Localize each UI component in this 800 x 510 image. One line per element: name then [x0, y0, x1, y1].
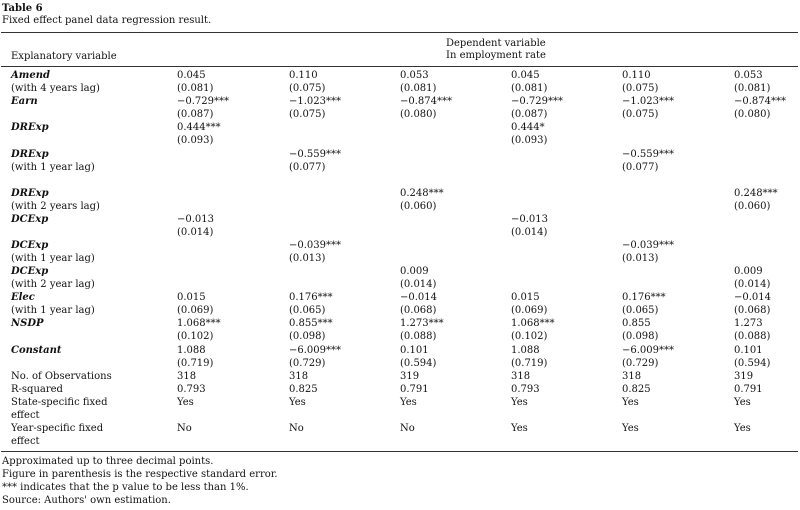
bottom-rule: [1, 451, 798, 452]
header-rule: [1, 66, 798, 67]
table-cell: (0.093): [511, 135, 548, 146]
table-cell: 0.791: [734, 384, 763, 395]
row-label: Constant: [11, 345, 62, 356]
table-cell: (0.080): [734, 109, 771, 120]
table-cell: −1.023***: [289, 96, 342, 107]
table-cell: (0.088): [734, 331, 771, 342]
table-cell: Yes: [622, 397, 639, 408]
row-label: (with 1 year lag): [11, 305, 95, 316]
top-rule: [1, 32, 798, 33]
row-label: DRExp: [11, 188, 49, 199]
table-cell: (0.014): [734, 279, 771, 290]
table-cell: −0.874***: [734, 96, 787, 107]
table-cell: 0.110: [622, 70, 651, 81]
table-cell: 1.068***: [177, 318, 221, 329]
table-cell: (0.081): [177, 83, 214, 94]
table-cell: 0.855: [622, 318, 651, 329]
table-cell: (0.077): [289, 162, 326, 173]
table-cell: (0.102): [177, 331, 214, 342]
table-cell: Yes: [177, 397, 194, 408]
table-cell: No: [177, 423, 192, 434]
row-label: DRExp: [11, 149, 49, 160]
table-cell: (0.014): [400, 279, 437, 290]
table-cell: No: [289, 423, 304, 434]
table-cell: −6.009***: [622, 345, 675, 356]
table-caption: Fixed effect panel data regression result.: [2, 15, 212, 26]
table-cell: 0.053: [734, 70, 763, 81]
table-cell: (0.075): [622, 83, 659, 94]
table-cell: (0.014): [511, 227, 548, 238]
dependent-variable-header: Dependent variable: [446, 38, 546, 49]
table-cell: (0.102): [511, 331, 548, 342]
table-cell: 0.176***: [622, 292, 666, 303]
table-cell: −0.014: [400, 292, 438, 303]
table-cell: 0.045: [177, 70, 206, 81]
table-cell: (0.594): [734, 358, 771, 369]
table-cell: 0.015: [511, 292, 540, 303]
table-cell: −0.014: [734, 292, 772, 303]
table-cell: 0.045: [511, 70, 540, 81]
row-label: Year-specific fixed: [11, 423, 104, 434]
table-cell: 0.825: [289, 384, 318, 395]
table-cell: 1.273***: [400, 318, 444, 329]
table-cell: 1.088: [511, 345, 540, 356]
table-cell: (0.093): [177, 135, 214, 146]
row-label: NSDP: [11, 318, 44, 329]
row-label: effect: [11, 410, 40, 421]
table-cell: 0.176***: [289, 292, 333, 303]
table-cell: −0.013: [511, 214, 549, 225]
table-cell: −6.009***: [289, 345, 342, 356]
table-cell: −0.874***: [400, 96, 453, 107]
table-cell: Yes: [289, 397, 306, 408]
table-cell: Yes: [511, 423, 528, 434]
note-significance: *** indicates that the p value to be less than 1%.: [2, 482, 249, 493]
note-source: Source: Authors' own estimation.: [2, 495, 171, 506]
table-cell: Yes: [622, 423, 639, 434]
table-cell: 0.855***: [289, 318, 333, 329]
row-label: DCExp: [11, 266, 49, 277]
table-cell: (0.069): [177, 305, 214, 316]
table-cell: 1.068***: [511, 318, 555, 329]
table-cell: (0.075): [622, 109, 659, 120]
dependent-variable-subheader: In employment rate: [446, 50, 546, 61]
row-label: (with 2 years lag): [11, 201, 100, 212]
row-label: Amend: [11, 70, 50, 81]
note-standard-error: Figure in parenthesis is the respective standard error.: [2, 469, 278, 480]
table-cell: 0.444***: [177, 122, 221, 133]
table-cell: 0.110: [289, 70, 318, 81]
table-cell: Yes: [400, 397, 417, 408]
table-cell: (0.087): [177, 109, 214, 120]
table-cell: No: [400, 423, 415, 434]
table-number: Table 6: [2, 3, 43, 14]
table-cell: 0.793: [177, 384, 206, 395]
table-cell: 318: [622, 371, 642, 382]
table-cell: −0.039***: [289, 240, 342, 251]
row-label: (with 2 year lag): [11, 279, 95, 290]
note-decimals: Approximated up to three decimal points.: [2, 456, 214, 467]
table-cell: (0.077): [622, 162, 659, 173]
table-cell: (0.081): [734, 83, 771, 94]
table-cell: 318: [289, 371, 309, 382]
table-cell: (0.060): [734, 201, 771, 212]
table-cell: (0.069): [511, 305, 548, 316]
table-cell: 0.053: [400, 70, 429, 81]
table-cell: 0.248***: [400, 188, 444, 199]
row-label: State-specific fixed: [11, 397, 108, 408]
row-label: Earn: [11, 96, 38, 107]
table-cell: (0.594): [400, 358, 437, 369]
table-cell: (0.065): [622, 305, 659, 316]
table-cell: 0.248***: [734, 188, 778, 199]
table-cell: −0.729***: [177, 96, 230, 107]
row-label: R-squared: [11, 384, 63, 395]
table-cell: (0.068): [400, 305, 437, 316]
table-cell: 0.009: [734, 266, 763, 277]
table-cell: 0.793: [511, 384, 540, 395]
table-cell: (0.013): [289, 253, 326, 264]
table-cell: (0.068): [734, 305, 771, 316]
row-label: DRExp: [11, 122, 49, 133]
table-cell: 0.009: [400, 266, 429, 277]
table-cell: 318: [511, 371, 531, 382]
table-cell: Yes: [511, 397, 528, 408]
row-label: effect: [11, 436, 40, 447]
table-cell: (0.087): [511, 109, 548, 120]
explanatory-variable-header: Explanatory variable: [11, 51, 117, 62]
table-cell: 0.015: [177, 292, 206, 303]
table-cell: −1.023***: [622, 96, 675, 107]
table-cell: (0.080): [400, 109, 437, 120]
table-cell: −0.559***: [622, 149, 675, 160]
table-cell: (0.729): [289, 358, 326, 369]
table-cell: (0.075): [289, 109, 326, 120]
row-label: DCExp: [11, 240, 49, 251]
table-cell: (0.075): [289, 83, 326, 94]
table-cell: 1.273: [734, 318, 763, 329]
table-cell: 0.791: [400, 384, 429, 395]
table-cell: (0.081): [511, 83, 548, 94]
table-cell: −0.559***: [289, 149, 342, 160]
row-label: DCExp: [11, 214, 49, 225]
table-cell: (0.014): [177, 227, 214, 238]
table-cell: −0.729***: [511, 96, 564, 107]
table-cell: 0.101: [734, 345, 763, 356]
table-cell: 0.101: [400, 345, 429, 356]
table-cell: 0.825: [622, 384, 651, 395]
table-cell: (0.088): [400, 331, 437, 342]
table-cell: (0.081): [400, 83, 437, 94]
row-label: (with 4 years lag): [11, 83, 100, 94]
table-cell: 1.088: [177, 345, 206, 356]
table-cell: (0.098): [622, 331, 659, 342]
table-cell: −0.039***: [622, 240, 675, 251]
row-label: Elec: [11, 292, 35, 303]
table-cell: (0.729): [622, 358, 659, 369]
table-cell: (0.013): [622, 253, 659, 264]
row-label: (with 1 year lag): [11, 253, 95, 264]
table-cell: (0.719): [177, 358, 214, 369]
table-cell: −0.013: [177, 214, 215, 225]
table-cell: (0.060): [400, 201, 437, 212]
table-cell: (0.719): [511, 358, 548, 369]
table-cell: Yes: [734, 397, 751, 408]
table-cell: 0.444*: [511, 122, 545, 133]
table-cell: (0.098): [289, 331, 326, 342]
table-cell: 319: [400, 371, 420, 382]
table-cell: 318: [177, 371, 197, 382]
table-cell: (0.065): [289, 305, 326, 316]
table-cell: Yes: [734, 423, 751, 434]
row-label: (with 1 year lag): [11, 162, 95, 173]
row-label: No. of Observations: [11, 371, 112, 382]
table-cell: 319: [734, 371, 754, 382]
